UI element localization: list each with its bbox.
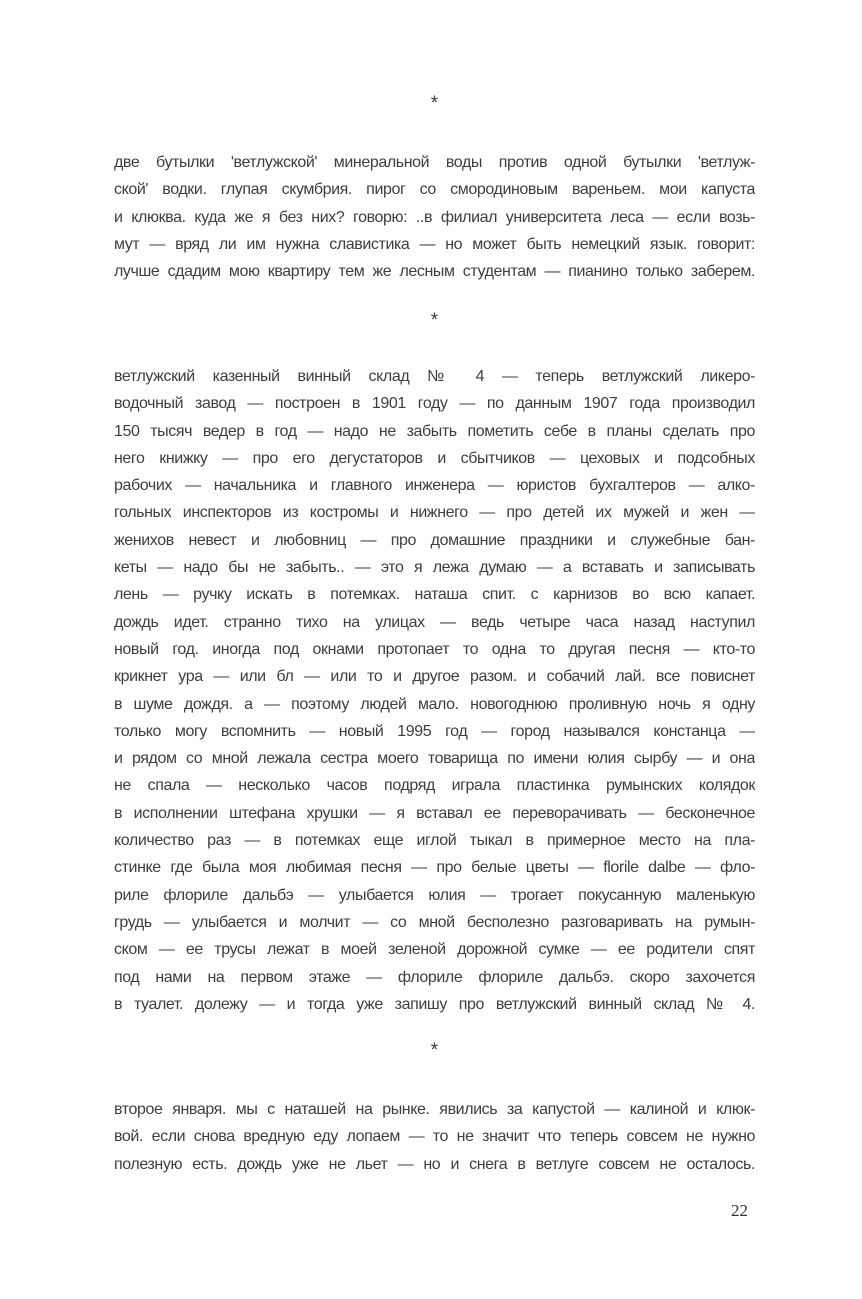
text-line: водочный завод — построен в 1901 году — по данным 1907 года производил	[114, 395, 755, 413]
text-line: ветлужский казенный винный склад № 4 — теперь ветлужский ликеро-	[114, 368, 755, 385]
text-line: ском — ее трусы лежат в моей зеленой дорожной сумке — ее родители спят	[114, 941, 755, 959]
paragraph	[114, 363, 755, 1018]
text-line: лень — ручку искать в потемках. наташа спит. с карнизов во всю капает.	[114, 586, 755, 604]
paragraph	[114, 149, 755, 285]
text-line: второе января. мы с наташей на рынке. явились за капустой — калиной и клюк-	[114, 1101, 755, 1118]
text-line: новый год. иногда под окнами протопает то одна то другая песня — кто-то	[114, 640, 755, 658]
text-line: крикнет ура — или бл — или то и другое разом. и собачий лай. все повиснет	[114, 668, 755, 686]
page-number: 22	[731, 1201, 748, 1220]
text-line: не спала — несколько часов подряд играла пластинка румынских колядок	[114, 777, 755, 795]
text-line: кеты — надо бы не забыть.. — это я лежа думаю — а вставать и записывать	[114, 559, 755, 577]
text-line: гольных инспекторов из костромы и нижнего — про детей их мужей и жен —	[114, 504, 755, 522]
text-line: ской' водки. глупая скумбрия. пирог со смородиновым вареньем. мои капуста	[114, 181, 755, 199]
text-line: дождь идет. странно тихо на улицах — ведь четыре часа назад наступил	[114, 613, 755, 631]
text-line: под нами на первом этаже — флориле флориле дальбэ. скоро захочется	[114, 968, 755, 986]
text-line: мут — вряд ли им нужна славистика — но может быть немецкий язык. говорит:	[114, 235, 755, 253]
text-line: грудь — улыбается и молчит — со мной бесполезно разговаривать на румын-	[114, 913, 755, 931]
text-line: риле флориле дальбэ — улыбается юлия — трогает покусанную маленькую	[114, 886, 755, 904]
section-separator: *	[430, 93, 439, 114]
text-line: него книжку — про его дегустаторов и сбытчиков — цеховых и подсобных	[114, 449, 755, 467]
paragraph	[114, 1096, 755, 1178]
section-separator: *	[430, 1040, 439, 1061]
text-line: 150 тысяч ведер в год — надо не забыть пометить себе в планы сделать про	[114, 422, 755, 440]
text-line: и рядом со мной лежала сестра моего товарища по имени юлия сырбу — и она	[114, 750, 755, 768]
text-line: только могу вспомнить — новый 1995 год — город назывался констанца —	[114, 722, 755, 740]
text-line: в исполнении штефана хрушки — я вставал ее переворачивать — бесконечное	[114, 804, 755, 822]
text-line: две бутылки 'ветлужской' минеральной воды против одной бутылки 'ветлуж-	[114, 154, 755, 171]
text-line: женихов невест и любовниц — про домашние праздники и служебные бан-	[114, 531, 755, 549]
text-line: количество раз — в потемках еще иглой тыкал в примерное место на пла-	[114, 832, 755, 850]
text-line: лучше сдадим мою квартиру тем же лесным студентам — пианино только заберем.	[114, 263, 755, 281]
text-line: в туалет. долежу — и тогда уже запишу про ветлужский винный склад № 4.	[114, 995, 755, 1013]
text-line: полезную есть. дождь уже не льет — но и снега в ветлуге совсем не осталось.	[114, 1155, 755, 1173]
section-separator: *	[430, 310, 439, 331]
text-line: в шуме дождя. а — поэтому людей мало. новогоднюю проливную ночь я одну	[114, 695, 755, 713]
text-line: и клюква. куда же я без них? говорю: ..в филиал университета леса — если возь-	[114, 208, 755, 226]
text-line: вой. если снова вредную еду лопаем — то не значит что теперь совсем не нужно	[114, 1128, 755, 1146]
text-line: стинке где была моя любимая песня — про белые цветы — florile dalbe — фло-	[114, 859, 755, 877]
text-line: рабочих — начальника и главного инженера — юристов бухгалтеров — алко-	[114, 477, 755, 495]
